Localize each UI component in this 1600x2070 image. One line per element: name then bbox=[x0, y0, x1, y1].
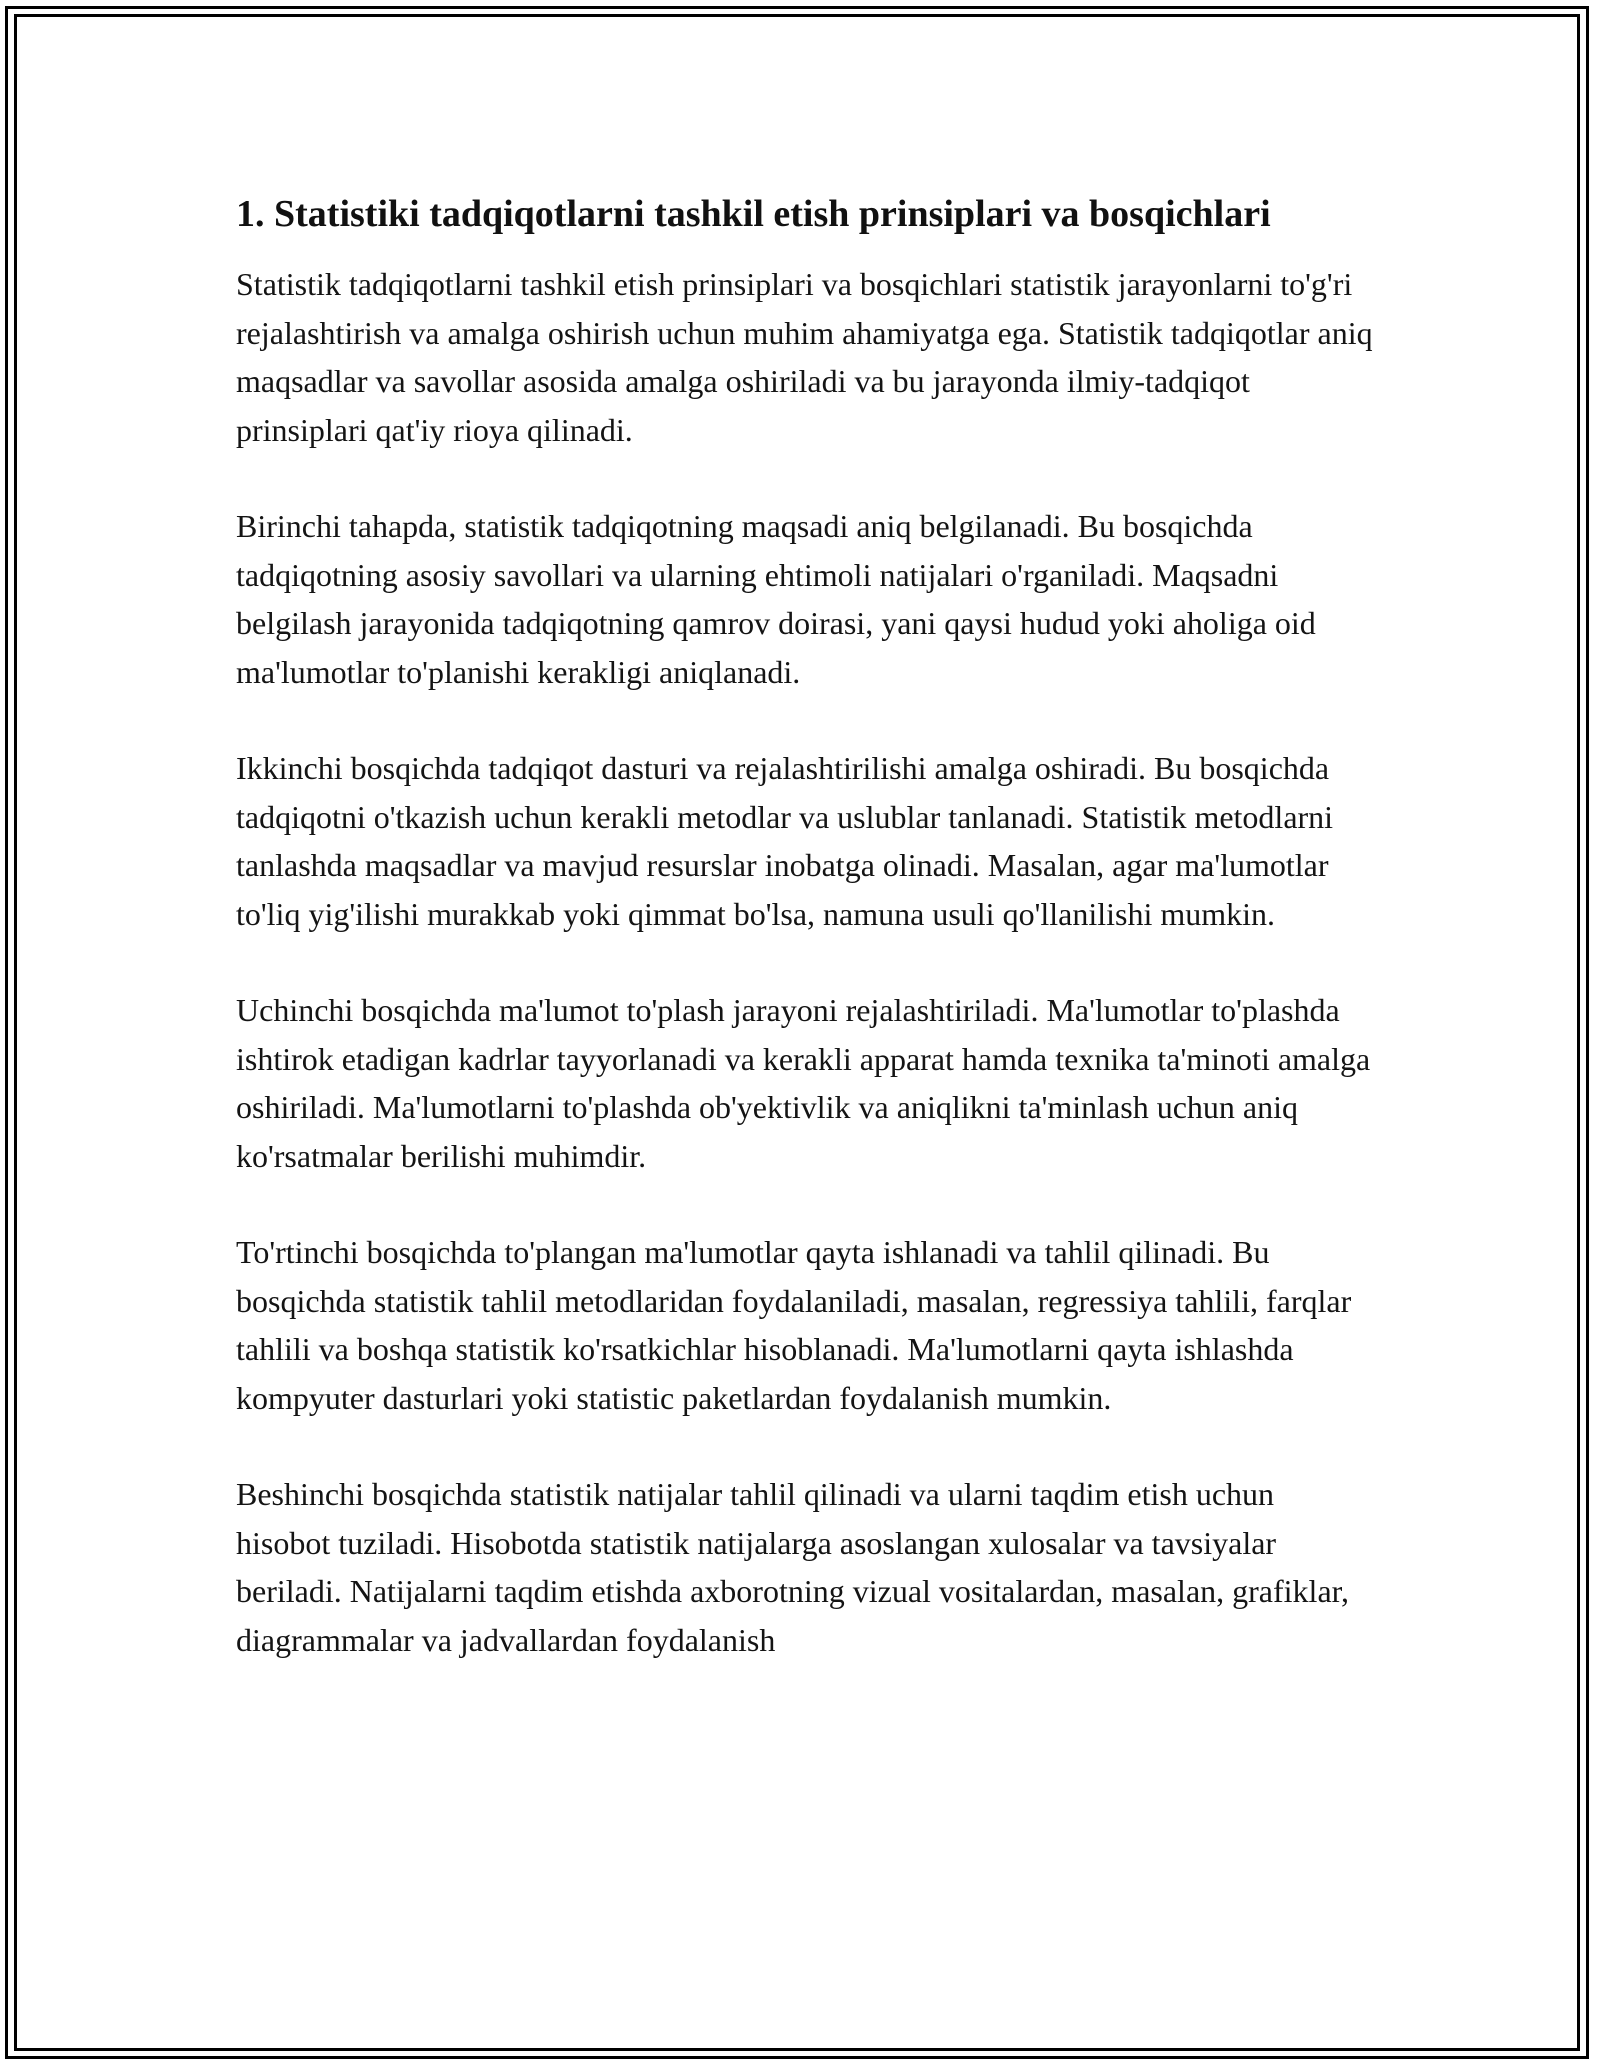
paragraph-stage-2: Ikkinchi bosqichda tadqiqot dasturi va rejalashtirilishi amalga oshiradi. Bu bosqichda tadqiqotni o'tkazish uchun kerakli metodlar va uslublar tanlanadi. Statistik metodlarni tanlashda maqsadlar va mavjud resurslar inobatga olinadi. Masalan, agar ma'lumotlar to'liq yig'ilishi murakkab yoki qimmat bo'lsa, namuna usuli qo'llanilishi mumkin. bbox=[236, 750, 1334, 932]
paragraph-stage-4: To'rtinchi bosqichda to'plangan ma'lumotlar qayta ishlanadi va tahlil qilinadi. Bu bosqichda statistik tahlil metodlaridan foydalaniladi, masalan, regressiya tahlili, farqlar tahlili va boshqa statistik ko'rsatkichlar hisoblanadi. Ma'lumotlarni qayta ishlashda kompyuter dasturlari yoki statistic paketlardan foydalanish mumkin. bbox=[236, 1234, 1352, 1416]
document-body bbox=[236, 186, 1376, 1712]
paragraph-stage-3: Uchinchi bosqichda ma'lumot to'plash jarayoni rejalashtiriladi. Ma'lumotlar to'plashda ishtirok etadigan kadrlar tayyorlanadi va kerakli apparat hamda texnika ta'minoti amalga oshiriladi. Ma'lumotlarni to'plashda ob'yektivlik va aniqlikni ta'minlash uchun aniq ko'rsatmalar berilishi muhimdir. bbox=[236, 992, 1371, 1174]
section-heading: 1. Statistiki tadqiqotlarni tashkil etish prinsiplari va bosqichlari bbox=[236, 193, 1271, 235]
paragraph-stage-5: Beshinchi bosqichda statistik natijalar tahlil qilinadi va ularni taqdim etish uchun hisobot tuziladi. Hisobotda statistik natijalarga asoslangan xulosalar va tavsiyalar beriladi. Natijalarni taqdim etishda axborotning vizual vositalardan, masalan, grafiklar, diagrammalar va jadvallardan foydalanish bbox=[236, 1476, 1350, 1658]
paragraph-stage-1: Birinchi tahapda, statistik tadqiqotning maqsadi aniq belgilanadi. Bu bosqichda tadqiqotning asosiy savollari va ularning ehtimoli natijalari o'rganiladi. Maqsadni belgilash jarayonida tadqiqotning qamrov doirasi, yani qaysi hudud yoki aholiga oid ma'lumotlar to'planishi kerakligi aniqlanadi. bbox=[236, 508, 1316, 690]
paragraph-intro: Statistik tadqiqotlarni tashkil etish prinsiplari va bosqichlari statistik jarayonlarni to'g'ri rejalashtirish va amalga oshirish uchun muhim ahamiyatga ega. Statistik tadqiqotlar aniq maqsadlar va savollar asosida amalga oshiriladi va bu jarayonda ilmiy-tadqiqot prinsiplari qat'iy rioya qilinadi. bbox=[236, 266, 1373, 448]
